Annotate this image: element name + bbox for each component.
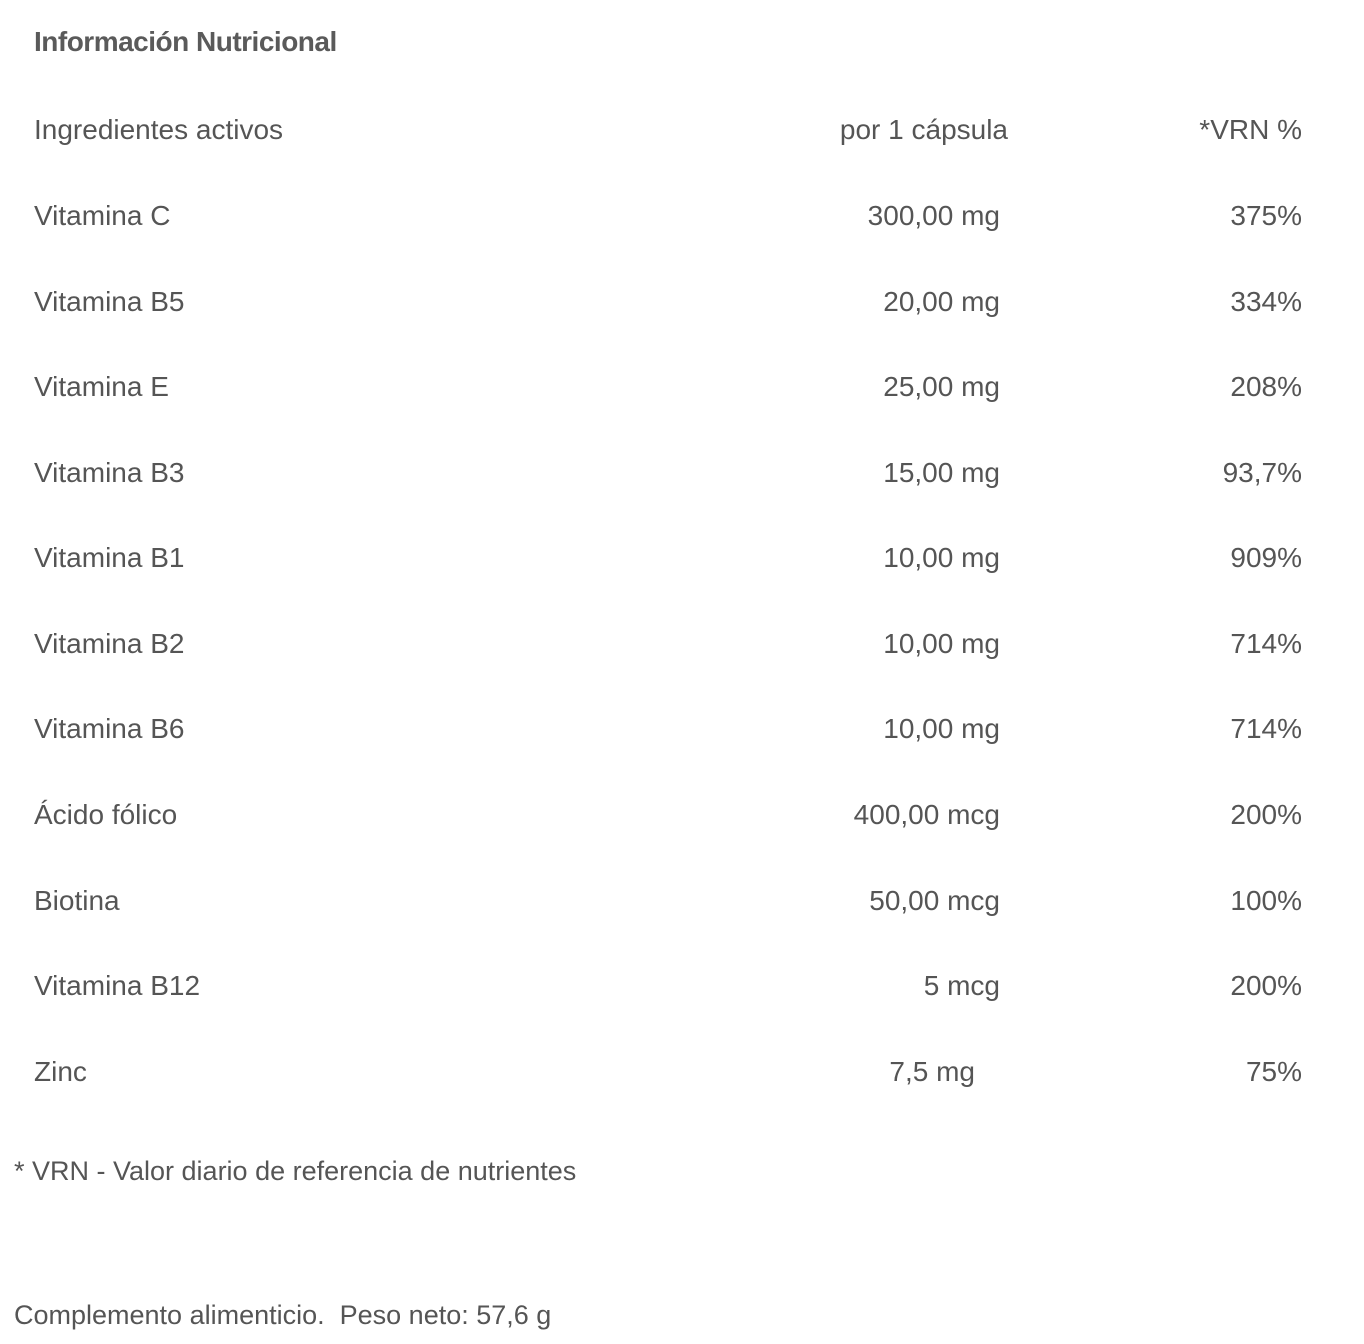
ingredient-name: Ácido fólico [34,799,178,830]
header-amount: por 1 cápsula [839,114,1008,145]
table-row [0,624,1364,664]
ingredient-vrn: 200% [1230,799,1302,830]
ingredient-amount: 50,00 mcg [869,885,1000,916]
table-row [0,453,1364,493]
ingredient-name: Vitamina B2 [34,628,185,659]
ingredient-vrn: 909% [1230,542,1302,573]
ingredient-vrn: 200% [1230,970,1302,1001]
ingredient-vrn: 75% [1245,1056,1302,1087]
ingredient-vrn: 714% [1230,713,1302,744]
ingredient-amount: 400,00 mcg [853,799,1000,830]
ingredient-name: Vitamina B5 [34,286,185,317]
ingredient-name: Biotina [34,885,120,916]
ingredient-name: Vitamina B12 [34,970,201,1001]
table-row [0,196,1364,236]
ingredient-name: Zinc [34,1056,87,1087]
page-title: Información Nutricional [34,26,337,57]
ingredient-amount: 10,00 mg [883,713,1000,744]
table-row [0,367,1364,407]
table-row [0,881,1364,921]
header-ingredient: Ingredientes activos [34,114,284,145]
ingredient-amount: 15,00 mg [883,457,1000,488]
ingredient-vrn: 375% [1230,200,1302,231]
ingredient-name: Vitamina E [34,371,169,402]
ingredient-name: Vitamina C [34,200,171,231]
table-row [0,282,1364,322]
ingredient-amount: 25,00 mg [883,371,1000,402]
ingredient-vrn: 100% [1230,885,1302,916]
ingredient-amount: 10,00 mg [883,542,1000,573]
ingredient-amount: 20,00 mg [883,286,1000,317]
ingredient-vrn: 714% [1230,628,1302,659]
product-footer: Complemento alimenticio. Peso neto: 57,6 g [14,1300,552,1330]
ingredient-name: Vitamina B6 [34,713,185,744]
ingredient-amount: 5 mcg [923,970,1000,1001]
ingredient-name: Vitamina B3 [34,457,185,488]
ingredient-amount: 7,5 mg [889,1056,975,1087]
table-row [0,709,1364,749]
ingredient-amount: 300,00 mg [867,200,1000,231]
ingredient-amount: 10,00 mg [883,628,1000,659]
ingredient-vrn: 334% [1230,286,1302,317]
ingredient-vrn: 208% [1230,371,1302,402]
header-vrn: *VRN % [1199,114,1302,145]
ingredient-vrn: 93,7% [1222,457,1302,488]
table-row [0,538,1364,578]
vrn-footnote: * VRN - Valor diario de referencia de nutrientes [14,1156,577,1186]
table-header-row [0,110,1364,150]
table-row [0,1052,1364,1092]
table-row [0,966,1364,1006]
table-row [0,795,1364,835]
ingredient-name: Vitamina B1 [34,542,185,573]
